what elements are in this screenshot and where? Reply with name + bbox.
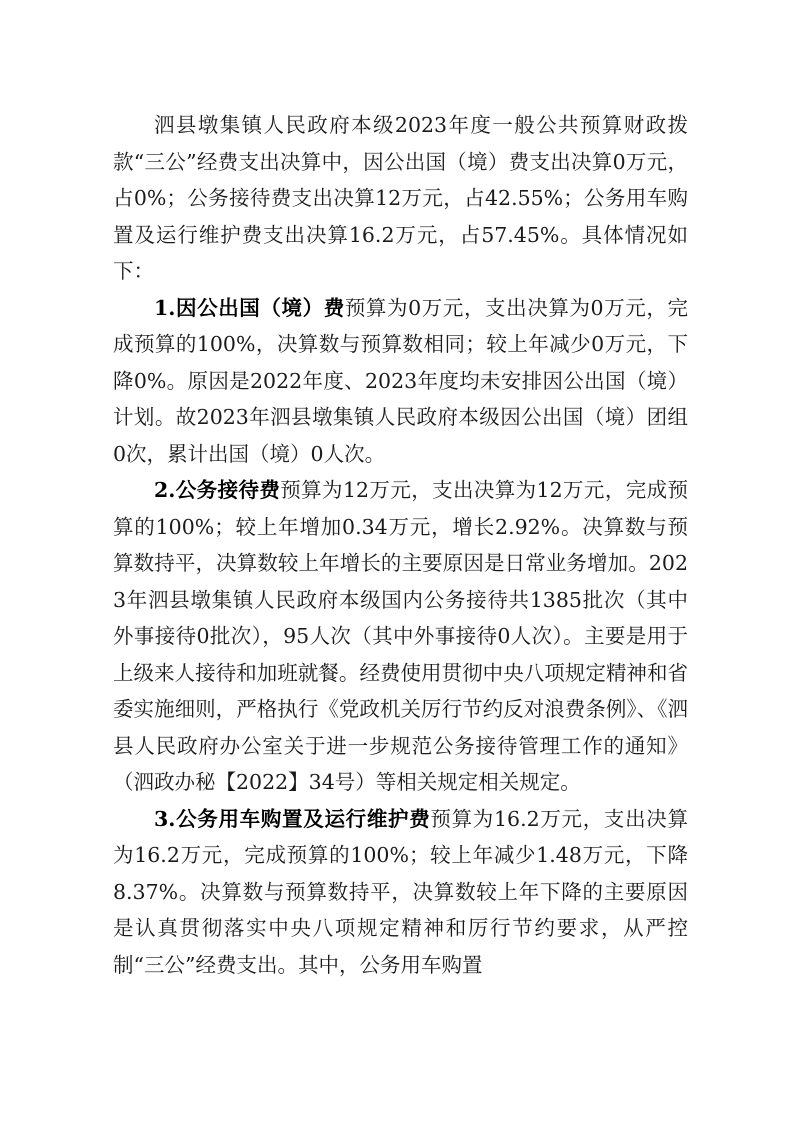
paragraph-overseas-travel-text: 预算为0万元，支出决算为0万元，完成预算的100%，决算数与预算数相同；较上年减少0万元，下降0%。原因是2022年度、2023年度均未安排因公出国（境）计划。故2023年泗县墩集镇人民政府本级因公出国（境）团组0次，累计出国（境）0人次。: [113, 295, 688, 466]
heading-official-vehicles: 3.公务用车购置及运行维护费: [154, 806, 431, 831]
paragraph-official-vehicles-text: 预算为16.2万元，支出决算为16.2万元，完成预算的100%；较上年减少1.48万元，下降8.37%。决算数与预算数持平，决算数较上年下降的主要原因是认真贯彻落实中央八项规定精神和厉行节约要求，从严控制“三公”经费支出。其中，公务用车购置: [113, 806, 688, 977]
heading-overseas-travel: 1.因公出国（境）费: [154, 295, 345, 320]
document-body: [113, 107, 688, 983]
paragraph-official-reception: [113, 472, 688, 801]
paragraph-summary: [113, 107, 688, 290]
paragraph-official-reception-text: 预算为12万元，支出决算为12万元，完成预算的100%；较上年增加0.34万元，增长2.92%。决算数与预算数持平，决算数较上年增长的主要原因是日常业务增加。2023年泗县墩集镇人民政府本级国内公务接待共1385批次（其中外事接待0批次），95人次（其中外事接待0人次）。主要是用于上级来人接待和加班就餐。经费使用贯彻中央八项规定精神和省委实施细则，严格执行《党政机关厉行节约反对浪费条例》、《泗县人民政府办公室关于进一步规范公务接待管理工作的通知》（泗政办秘【2022】34号）等相关规定相关规定。: [113, 478, 689, 794]
paragraph-summary-text: 泗县墩集镇人民政府本级2023年度一般公共预算财政拨款“三公”经费支出决算中，因公出国（境）费支出决算0万元，占0%；公务接待费支出决算12万元，占42.55%；公务用车购置及运行维护费支出决算16.2万元，占57.45%。具体情况如下：: [113, 113, 688, 283]
heading-official-reception: 2.公务接待费: [154, 478, 281, 502]
paragraph-official-vehicles: [113, 801, 688, 984]
paragraph-overseas-travel: [113, 290, 688, 473]
